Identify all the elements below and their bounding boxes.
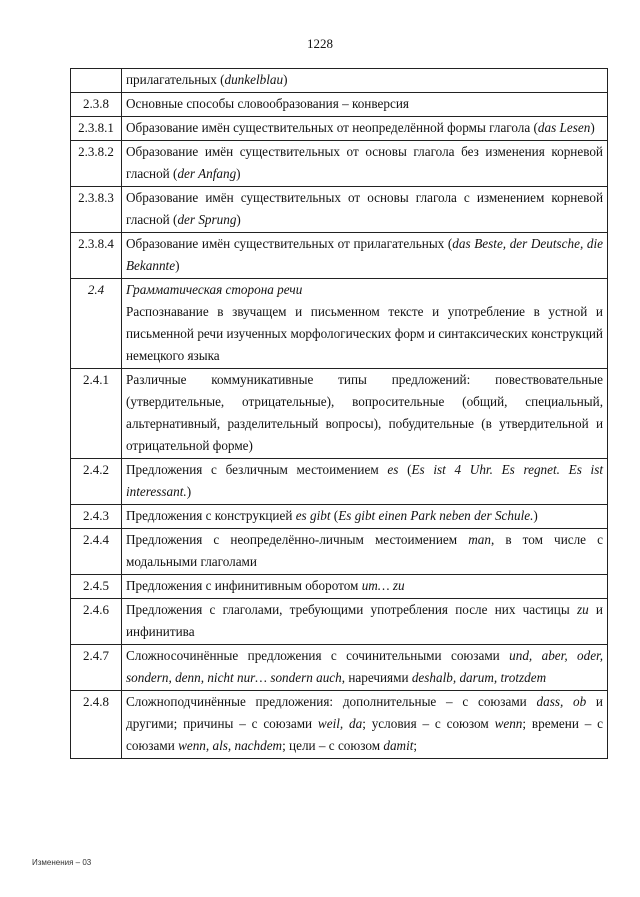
- table-row: [71, 691, 608, 759]
- section-text: Образование имён существительных от неопределённой формы глагола (das Lesen): [122, 117, 608, 141]
- table-row: [71, 645, 608, 691]
- table-row: [71, 117, 608, 141]
- section-text: Предложения с конструкцией es gibt (Es gibt einen Park neben der Schule.): [122, 505, 608, 529]
- table-row: [71, 459, 608, 505]
- section-text: Предложения с неопределённо-личным местоимением man, в том числе с модальными глаголами: [122, 529, 608, 575]
- section-number: [71, 69, 122, 93]
- curriculum-table: [70, 68, 608, 759]
- section-number: 2.4.5: [71, 575, 122, 599]
- section-number: 2.4: [71, 279, 122, 369]
- section-text: Различные коммуникативные типы предложений: повествовательные (утвердительные, отрицательные), вопросительные (общий, специальный, альтернативный, разделительный вопросы), побудительные (в утвердительной и отрицательной форме): [122, 369, 608, 459]
- section-number: 2.4.4: [71, 529, 122, 575]
- section-text: Предложения с безличным местоимением es (Es ist 4 Uhr. Es regnet. Es ist interessant.): [122, 459, 608, 505]
- section-number: 2.3.8.4: [71, 233, 122, 279]
- table-body: [71, 69, 608, 759]
- section-number: 2.4.3: [71, 505, 122, 529]
- table-row: [71, 279, 608, 369]
- section-text: Грамматическая сторона речи Распознавание в звучащем и письменном тексте и употребление в устной и письменной речи изученных морфологических форм и синтаксических конструкций немецкого языка: [122, 279, 608, 369]
- table-row: [71, 187, 608, 233]
- section-text: Предложения с инфинитивным оборотом um… zu: [122, 575, 608, 599]
- section-text: прилагательных (dunkelblau): [122, 69, 608, 93]
- table-row: [71, 575, 608, 599]
- table-row: [71, 599, 608, 645]
- section-text: Образование имён существительных от прилагательных (das Beste, der Deutsche, die Bekannte): [122, 233, 608, 279]
- section-number: 2.4.1: [71, 369, 122, 459]
- table-row: [71, 369, 608, 459]
- section-text: Основные способы словообразования – конверсия: [122, 93, 608, 117]
- section-number: 2.3.8: [71, 93, 122, 117]
- footer-revision: Изменения – 03: [32, 858, 92, 867]
- section-number: 2.4.7: [71, 645, 122, 691]
- section-number: 2.3.8.1: [71, 117, 122, 141]
- table-row: [71, 69, 608, 93]
- section-number: 2.3.8.3: [71, 187, 122, 233]
- section-text: Сложноподчинённые предложения: дополнительные – с союзами dass, ob и другими; причины – с союзами weil, da; условия – с союзом wenn; времени – с союзами wenn, als, nachdem; цели – с союзом damit;: [122, 691, 608, 759]
- section-text: Образование имён существительных от основы глагола с изменением корневой гласной (der Sprung): [122, 187, 608, 233]
- section-number: 2.4.8: [71, 691, 122, 759]
- section-number: 2.3.8.2: [71, 141, 122, 187]
- table-row: [71, 529, 608, 575]
- section-text: Сложносочинённые предложения с сочинительными союзами und, aber, oder, sondern, denn, nicht nur… sondern auch, наречиями deshalb, darum, trotzdem: [122, 645, 608, 691]
- section-text: Образование имён существительных от основы глагола без изменения корневой гласной (der Anfang): [122, 141, 608, 187]
- section-number: 2.4.2: [71, 459, 122, 505]
- table-row: [71, 141, 608, 187]
- section-text: Предложения с глаголами, требующими употребления после них частицы zu и инфинитива: [122, 599, 608, 645]
- page-number: 1228: [307, 36, 333, 51]
- table-row: [71, 505, 608, 529]
- table-row: [71, 93, 608, 117]
- section-number: 2.4.6: [71, 599, 122, 645]
- table-row: [71, 233, 608, 279]
